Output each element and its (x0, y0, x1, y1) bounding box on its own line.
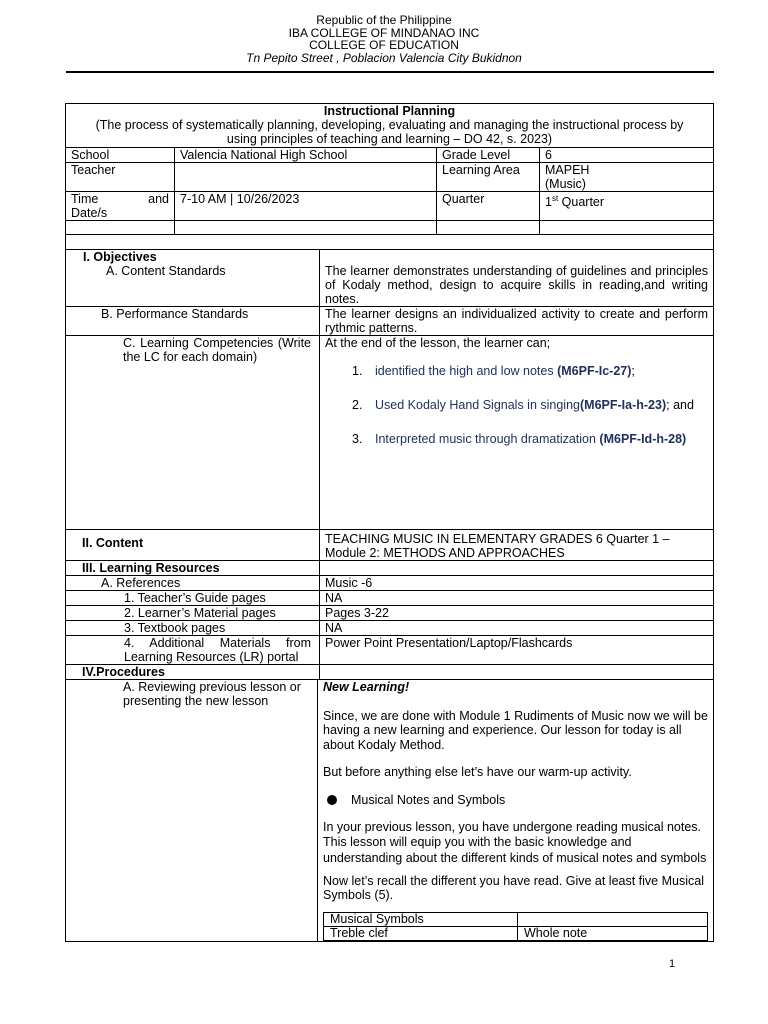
references-value: Music -6 (319, 576, 713, 590)
lc-item-code: (M6PF-Ic-27) (557, 364, 632, 378)
objectives-heading: I. Objectives (83, 250, 157, 264)
procedure-paragraph-3: In your previous lesson, you have undergone reading musical notes. This lesson will equip you with the basic knowledge and understanding about the different kinds of musical notes and symbols (323, 820, 707, 865)
lc-item-number: 3. (352, 432, 363, 446)
content-heading: II. Content (82, 536, 144, 550)
header-line-1: Republic of the Philippine (316, 13, 452, 27)
performance-standards-value: The learner designs an individualized activity to create and perform rythmic patterns. (319, 307, 713, 335)
resource-label: 2. Learner’s Material pages (124, 606, 276, 620)
info-row-blank (66, 221, 713, 235)
area-value-line-1: MAPEH (545, 163, 590, 177)
lc-item (325, 398, 708, 412)
lc-item-tail: ; and (666, 398, 694, 412)
grade-label: Grade Level (436, 148, 539, 162)
resource-row (66, 606, 713, 621)
procedure-a-label: A. Reviewing previous lesson or presenting the new lesson (123, 680, 301, 708)
info-row-teacher (66, 163, 713, 192)
quarter-value (539, 192, 713, 220)
lc-item-tail: ; (631, 364, 635, 378)
bullet-dot-icon (327, 795, 337, 805)
lc-list (325, 364, 708, 446)
procedure-paragraph-1: Since, we are done with Module 1 Rudiments of Music now we will be having a new learning and experience. Our lesson for today is all about Kodaly Method. (323, 708, 708, 752)
info-row-school (66, 148, 713, 163)
new-learning-heading: New Learning! (323, 680, 410, 694)
title-description: (The process of systematically planning, developing, evaluating and managing the instructional process by using principles of teaching and learning – DO 42, s. 2023) (95, 118, 684, 146)
objectives-section (66, 250, 713, 307)
table-cell: Treble clef (324, 927, 518, 940)
quarter-number: 1 (545, 195, 552, 210)
time-value: 7-10 AM | 10/26/2023 (174, 192, 436, 220)
title-heading: Instructional Planning (323, 104, 456, 118)
learning-competencies-value (319, 336, 713, 529)
resource-row (66, 621, 713, 636)
content-value: TEACHING MUSIC IN ELEMENTARY GRADES 6 Quarter 1 – Module 2: METHODS AND APPROACHES (319, 530, 713, 560)
resource-row (66, 591, 713, 606)
resource-label: 3. Textbook pages (124, 621, 226, 635)
bullet-text: Musical Notes and Symbols (351, 792, 506, 807)
lc-item-text: Used Kodaly Hand Signals in singing (375, 398, 580, 412)
lc-item-code: (M6PF-Ia-h-23) (580, 398, 667, 412)
resources-heading-blank (319, 561, 713, 575)
procedures-heading: IV.Procedures (82, 665, 165, 679)
resource-value: NA (319, 621, 713, 635)
learning-competencies-label: C. Learning Competencies (Write the LC for each domain) (123, 336, 311, 364)
school-label: School (71, 148, 110, 162)
grade-value: 6 (539, 148, 713, 162)
resource-value: Pages 3-22 (319, 606, 713, 620)
table-cell (518, 913, 707, 926)
time-label-word: Time (71, 192, 99, 206)
and-label-word: and (148, 192, 169, 206)
header-line-3: COLLEGE OF EDUCATION (309, 38, 459, 53)
resource-label: 4. Additional Materials from Learning Resources (LR) portal (124, 636, 311, 664)
quarter-label: Quarter (436, 192, 539, 220)
area-value-line-2: (Music) (545, 177, 586, 191)
spacer-row (66, 235, 713, 250)
planning-table (65, 103, 714, 942)
resource-row (66, 636, 713, 665)
objectives-left (66, 250, 319, 306)
info-row-time (66, 192, 713, 221)
resources-heading-row (66, 561, 713, 576)
lc-intro: At the end of the lesson, the learner can; (325, 336, 551, 350)
procedure-paragraph-2: But before anything else let’s have our warm-up activity. (323, 765, 632, 779)
lc-item-code: (M6PF-Id-h-28) (599, 432, 687, 446)
resources-heading: III. Learning Resources (82, 561, 220, 575)
procedure-a-content (317, 680, 713, 941)
spacer-cell (66, 235, 713, 249)
header-address: Tn Pepito Street , Poblacion Valencia City Bukidnon (246, 50, 522, 65)
table-title (66, 104, 713, 148)
procedures-heading-row (66, 665, 713, 680)
learning-competencies-row (66, 336, 713, 530)
quarter-suffix: st (551, 194, 559, 203)
school-value: Valencia National High School (174, 148, 436, 162)
resource-value: Power Point Presentation/Laptop/Flashcards (319, 636, 713, 664)
page-number: 1 (669, 958, 676, 970)
document-header (0, 14, 768, 64)
lc-item-text: Interpreted music through dramatization (375, 432, 600, 446)
procedure-a-row (66, 680, 713, 941)
header-line-2: IBA COLLEGE OF MINDANAO INC (288, 25, 480, 40)
objectives-spacer (325, 250, 708, 264)
musical-symbols-table (323, 912, 708, 941)
area-value (539, 163, 713, 191)
area-label: Learning Area (436, 163, 539, 191)
references-row (66, 576, 713, 591)
lc-item (325, 364, 708, 378)
procedures-heading-blank (319, 665, 713, 679)
lc-item-text: identified the high and low notes (375, 364, 558, 378)
performance-standards-label: B. Performance Standards (101, 307, 249, 321)
header-divider (66, 71, 714, 73)
table-cell: Musical Symbols (324, 913, 518, 926)
quarter-word: Quarter (558, 195, 605, 210)
content-standards-value: The learner demonstrates understanding of guidelines and principles of Kodaly method, design to acquire skills in reading,and writing notes. (325, 264, 708, 306)
blank-cell-2 (174, 221, 436, 234)
content-standards-label: A. Content Standards (106, 264, 226, 278)
table-row (324, 913, 707, 927)
content-row (66, 530, 713, 561)
objectives-right (319, 250, 713, 306)
resource-value: NA (319, 591, 713, 605)
blank-cell-4 (539, 221, 713, 234)
blank-cell-3 (436, 221, 539, 234)
lc-item (325, 432, 708, 446)
references-label: A. References (101, 576, 181, 590)
teacher-label: Teacher (71, 163, 116, 177)
lc-item-number: 1. (352, 364, 363, 378)
blank-cell-1 (66, 221, 174, 234)
performance-standards-row (66, 307, 713, 336)
time-label (66, 192, 174, 220)
dates-label-word: Date/s (71, 206, 108, 220)
bullet-item (323, 793, 708, 808)
procedure-paragraph-4: Now let’s recall the different you have read. Give at least five Musical Symbols (5). (323, 873, 704, 903)
table-cell: Whole note (524, 925, 588, 940)
lc-item-number: 2. (352, 398, 363, 412)
table-row (324, 927, 707, 940)
resource-label: 1. Teacher’s Guide pages (124, 591, 266, 605)
teacher-value (174, 163, 436, 191)
